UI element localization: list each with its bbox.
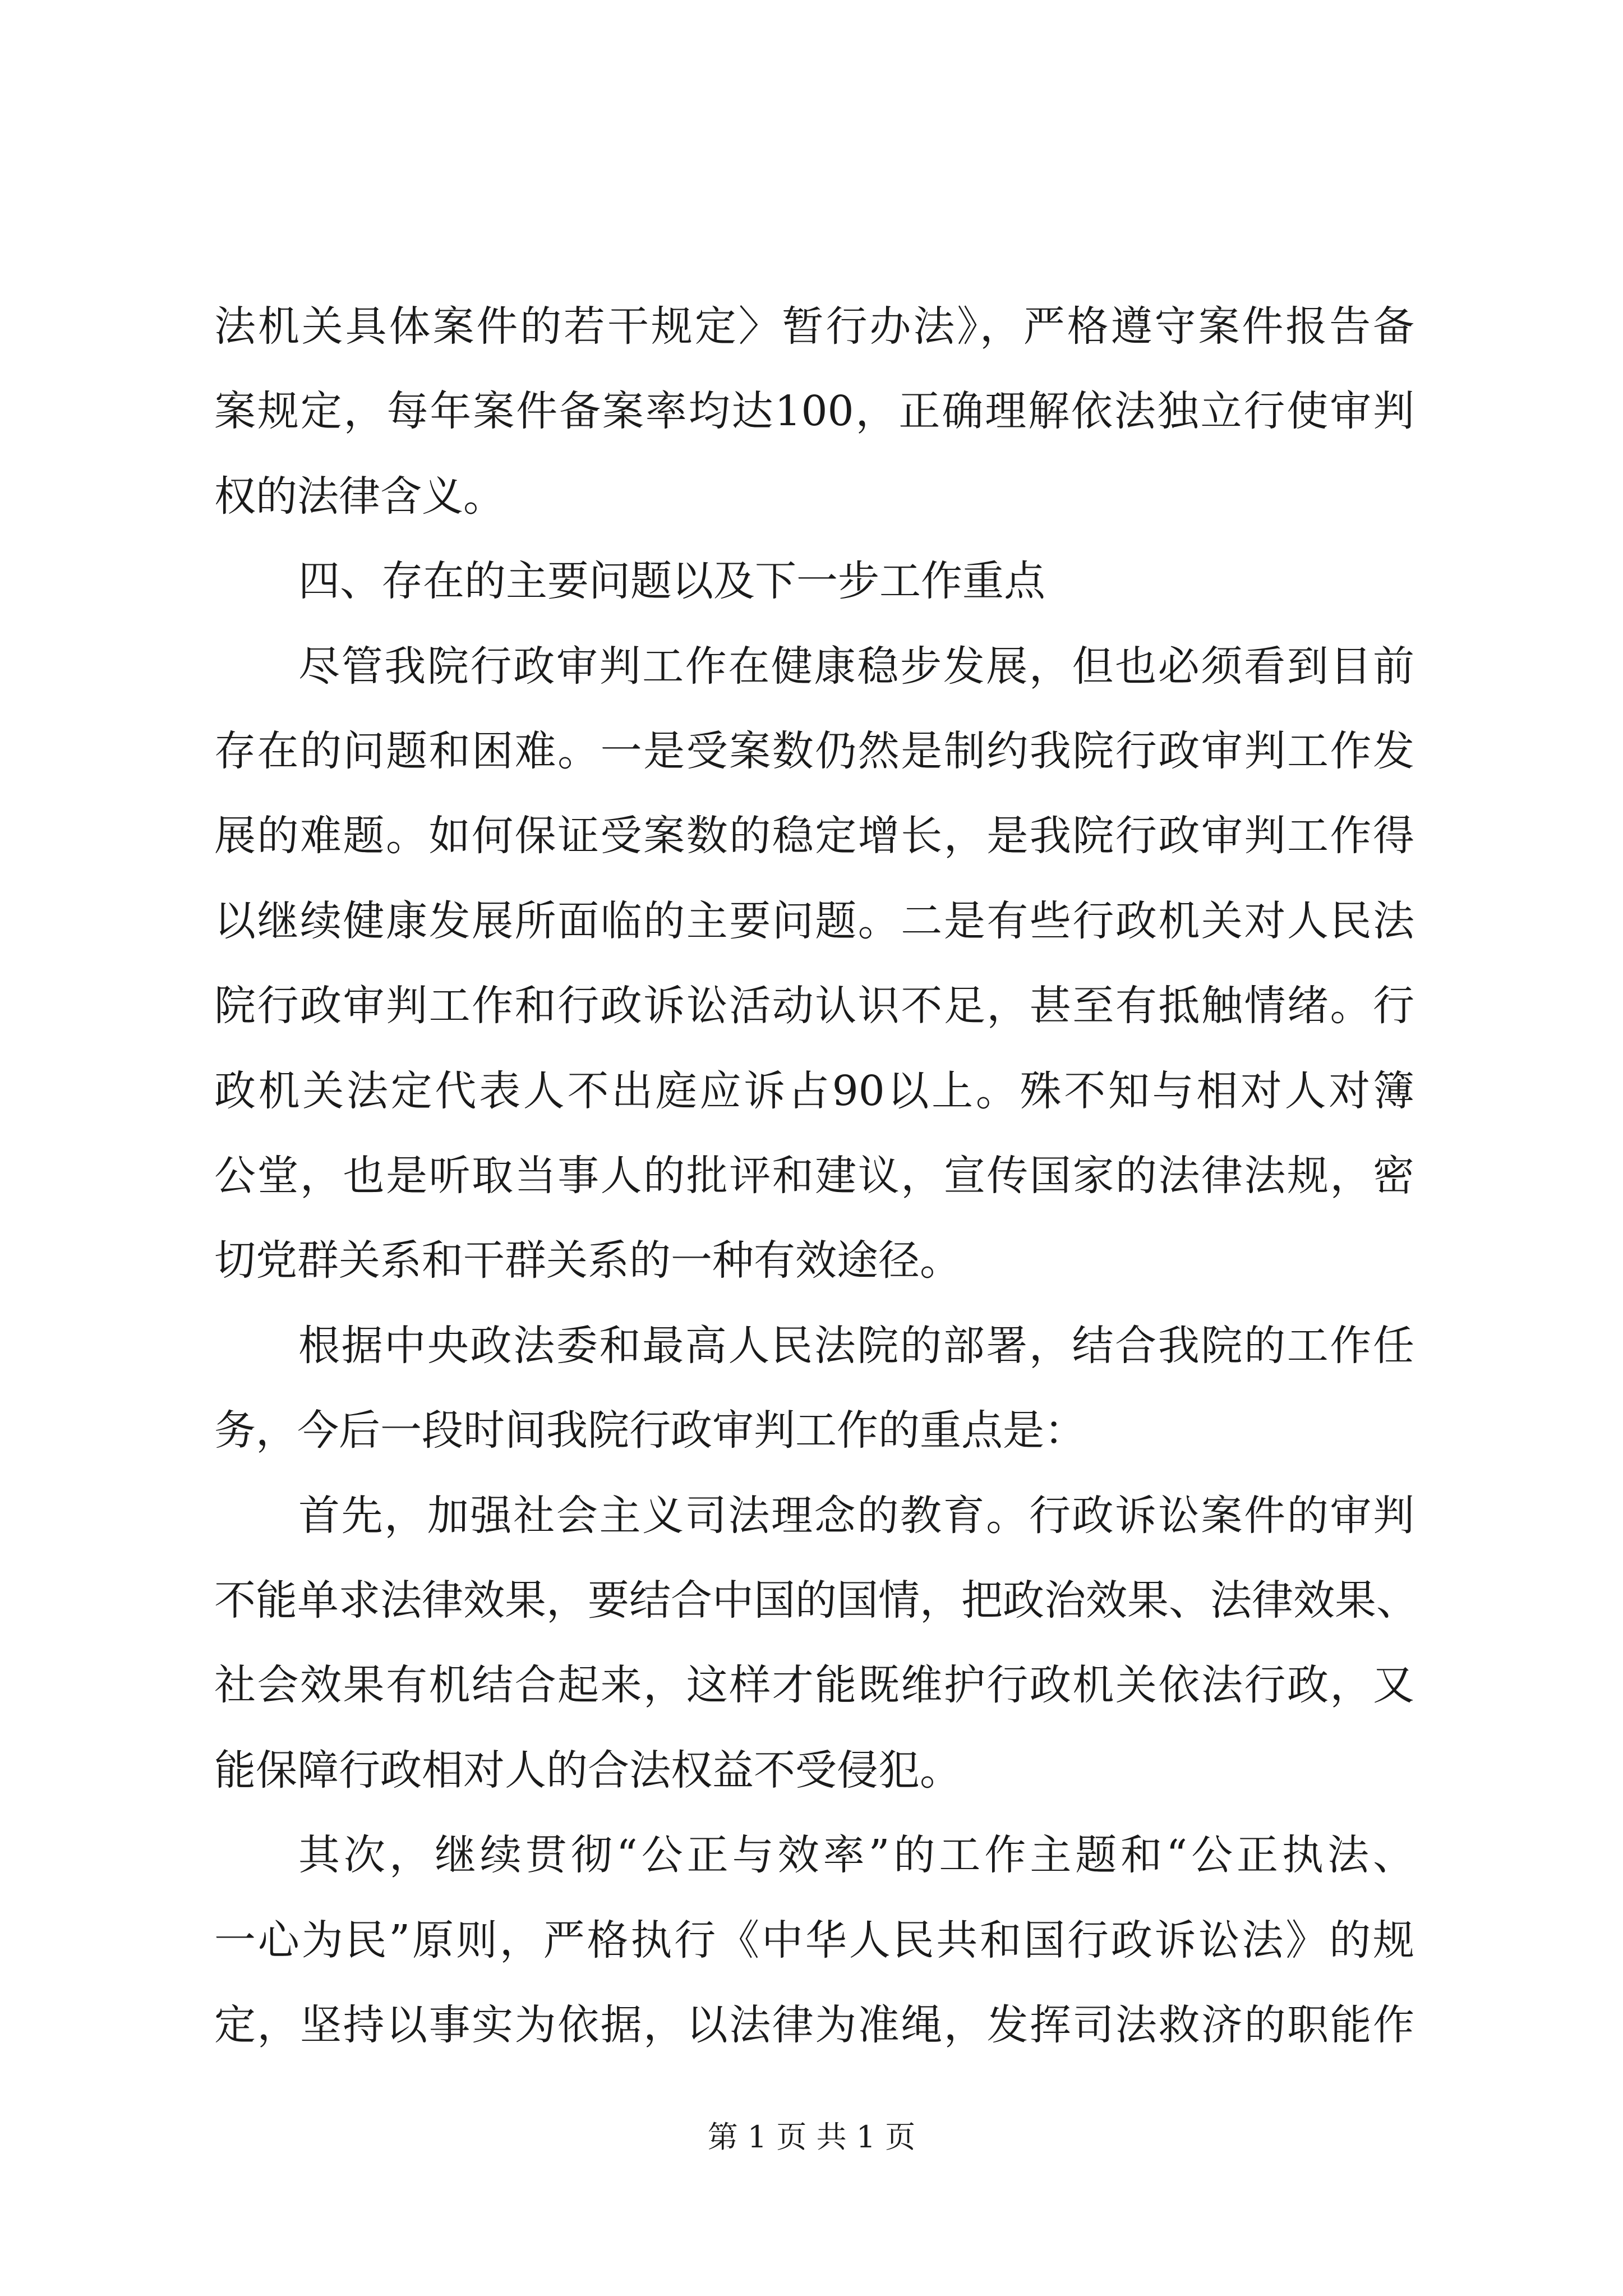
text-line: 展的难题。如何保证受案数的稳定增长，是我院行政审判工作得 — [214, 812, 1414, 860]
text-line: 存在的问题和困难。一是受案数仍然是制约我院行政审判工作发 — [214, 727, 1414, 775]
text-line: 公堂，也是听取当事人的批评和建议，宣传国家的法律法规，密 — [214, 1152, 1414, 1200]
text-line: 院行政审判工作和行政诉讼活动认识不足，甚至有抵触情绪。行 — [214, 982, 1414, 1030]
text-line: 社会效果有机结合起来，这样才能既维护行政机关依法行政，又 — [214, 1661, 1414, 1709]
text-line: 案规定，每年案件备案率均达100，正确理解依法独立行使审判 — [214, 387, 1414, 435]
text-line: 切党群关系和干群关系的一种有效途径。 — [214, 1236, 961, 1285]
text-line: 权的法律含义。 — [214, 472, 505, 521]
text-line: 能保障行政相对人的合法权益不受侵犯。 — [214, 1746, 961, 1795]
text-line: 以继续健康发展所面临的主要问题。二是有些行政机关对人民法 — [214, 897, 1414, 945]
text-line: 务，今后一段时间我院行政审判工作的重点是： — [214, 1406, 1086, 1455]
text-line: 定，坚持以事实为依据，以法律为准绳，发挥司法救济的职能作 — [214, 2001, 1414, 2049]
section-heading: 四、存在的主要问题以及下一步工作重点 — [298, 557, 1045, 605]
text-line: 政机关法定代表人不出庭应诉占90以上。殊不知与相对人对簿 — [214, 1067, 1414, 1115]
text-line: 一心为民”原则，严格执行《中华人民共和国行政诉讼法》的规 — [214, 1916, 1414, 1964]
text-line: 法机关具体案件的若干规定〉暂行办法》，严格遵守案件报告备 — [214, 302, 1414, 351]
text-line: 根据中央政法委和最高人民法院的部署，结合我院的工作任 — [298, 1322, 1414, 1370]
page-number-footer: 第 1 页 共 1 页 — [707, 2119, 916, 2155]
text-line: 首先，加强社会主义司法理念的教育。行政诉讼案件的审判 — [298, 1492, 1414, 1540]
text-line: 尽管我院行政审判工作在健康稳步发展，但也必须看到目前 — [298, 642, 1414, 691]
text-line: 其次，继续贯彻“公正与效率”的工作主题和“公正执法、 — [298, 1831, 1414, 1879]
text-line: 不能单求法律效果，要结合中国的国情，把政治效果、法律效果、 — [214, 1576, 1418, 1625]
